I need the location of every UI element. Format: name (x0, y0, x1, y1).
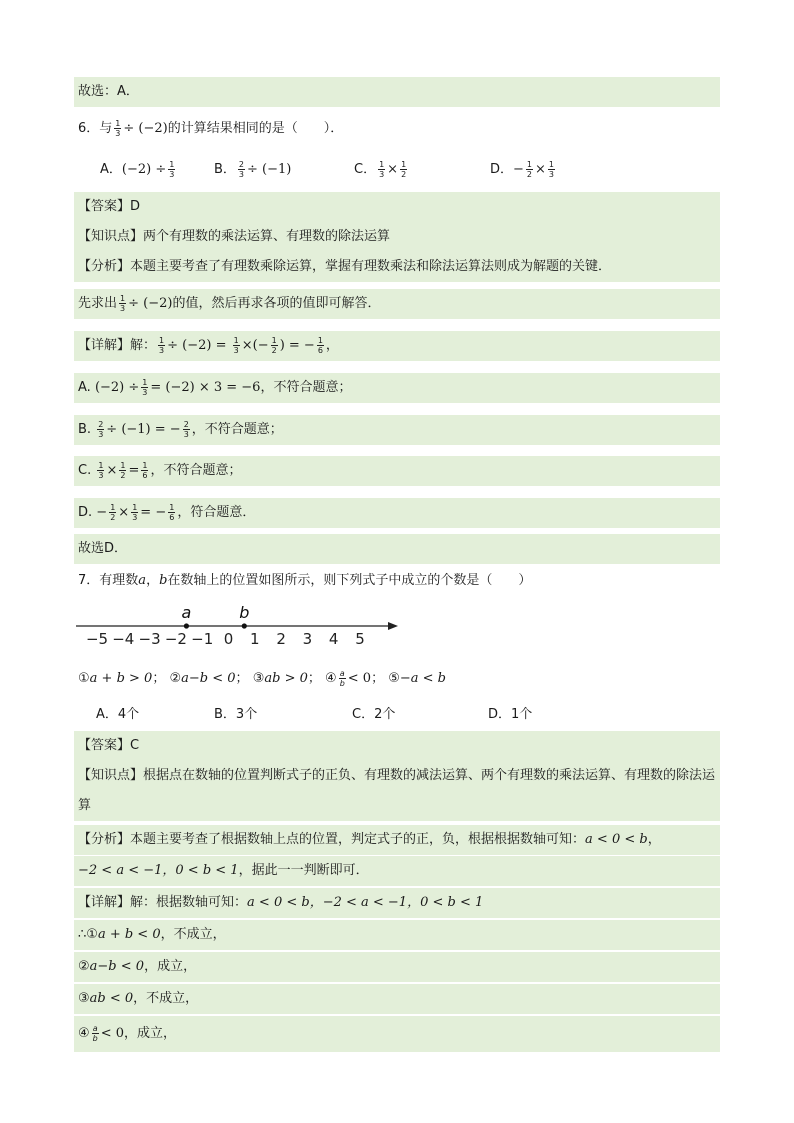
q6-step-a: A. (−2) ÷ $\frac{1}{3}$ = (−2) × 3 = −6，不符合题意； (74, 373, 720, 403)
tick-label: 0 (223, 630, 234, 648)
q6-option-c[interactable]: C． $\frac{1}{3}$ × $\frac{1}{2}$ (354, 160, 407, 179)
tick-label: 4 (328, 630, 339, 648)
tick-label: −4 (112, 630, 135, 648)
q7-statements: ①a + b > 0； ②a−b < 0； ③ab > 0； ④ $\frac{a}{b}$ < 0； ⑤−a < b (78, 669, 446, 688)
q6-option-b[interactable]: B． $\frac{2}{3}$ ÷ (−1) (214, 160, 292, 179)
number-line (74, 600, 414, 652)
q6-option-d[interactable]: D．− $\frac{1}{2}$ × $\frac{1}{3}$ (490, 160, 555, 179)
q6-knowledge: 【知识点】两个有理数的乘法运算、有理数的除法运算 (74, 222, 720, 252)
point-a-label: a (181, 603, 192, 622)
q7-answer: 【答案】C (74, 731, 720, 761)
fraction: $\frac{1}{3}$ (115, 119, 121, 138)
q6-options (74, 155, 720, 185)
q7-analysis-2: −2 < a < −1，0 < b < 1，据此一一判断即可． (74, 856, 720, 886)
q6-conclusion: 故选D． (74, 534, 720, 564)
q6-option-a[interactable]: A．(−2) ÷ $\frac{1}{3}$ (100, 160, 175, 179)
q7-check-4: ④ $\frac{a}{b}$ < 0，成立， (74, 1016, 720, 1052)
q6-step-c: C. $\frac{1}{3}$ × $\frac{1}{2}$ = $\frac{1}{6}$ ，不符合题意； (74, 456, 720, 486)
q6-analysis: 【分析】本题主要考查了有理数乘除运算，掌握有理数乘法和除法运算法则成为解题的关键． (74, 252, 720, 282)
q7-check-2: ②a−b < 0，成立， (74, 952, 720, 982)
point-b (242, 623, 247, 628)
q7-stem: 7．有理数a，b在数轴上的位置如图所示，则下列式子中成立的个数是（ ） (78, 573, 532, 588)
point-a (184, 623, 189, 628)
point-b-label: b (239, 603, 250, 622)
tick-label: 5 (355, 630, 365, 648)
q7-option-a[interactable]: A．4个 (96, 707, 140, 722)
q7-check-3: ③ab < 0，不成立， (74, 984, 720, 1014)
q7-option-c[interactable]: C．2个 (352, 707, 396, 722)
tick-label: −2 (164, 630, 187, 648)
q7-options (74, 700, 720, 730)
tick-label: −1 (191, 630, 214, 648)
q6-stem: 6．与 $\frac{1}{3}$ ÷ (−2)的计算结果相同的是（ ）． (78, 119, 344, 138)
q6-detail: 【详解】解： $\frac{1}{3}$ ÷ (−2) = $\frac{1}{3}$ ×(− $\frac{1}{2}$ ) = − $\frac{1}{6}$ ， (74, 331, 720, 361)
q6-step-b: B. $\frac{2}{3}$ ÷ (−1) = − $\frac{2}{3}$ ，不符合题意； (74, 415, 720, 445)
q7-analysis: 【分析】本题主要考查了根据数轴上点的位置，判定式子的正，负，根据根据数轴可知：a < 0 < b， (74, 825, 720, 855)
q6-analysis-2: 先求出 $\frac{1}{3}$ ÷ (−2)的值，然后再求各项的值即可解答． (74, 289, 720, 319)
q7-option-d[interactable]: D．1个 (488, 707, 533, 722)
tick-label: −5 (85, 630, 109, 648)
tick-label: −3 (138, 630, 161, 648)
prev-conclusion: 故选：A． (74, 77, 720, 107)
q7-knowledge: 【知识点】根据点在数轴的位置判断式子的正负、有理数的减法运算、两个有理数的乘法运算、有理数的除法运算 (74, 761, 720, 821)
tick-label: 2 (276, 630, 286, 648)
q7-option-b[interactable]: B．3个 (214, 707, 258, 722)
q7-check-1: ∴①a + b < 0，不成立， (74, 920, 720, 950)
tick-label: 1 (250, 630, 260, 648)
q6-answer: 【答案】D (74, 192, 720, 222)
q7-detail: 【详解】解：根据数轴可知：a < 0 < b，−2 < a < −1，0 < b < 1 (74, 888, 720, 918)
tick-label: 3 (302, 630, 313, 648)
q6-step-d: D. − $\frac{1}{2}$ × $\frac{1}{3}$ = − $\frac{1}{6}$ ，符合题意． (74, 498, 720, 528)
